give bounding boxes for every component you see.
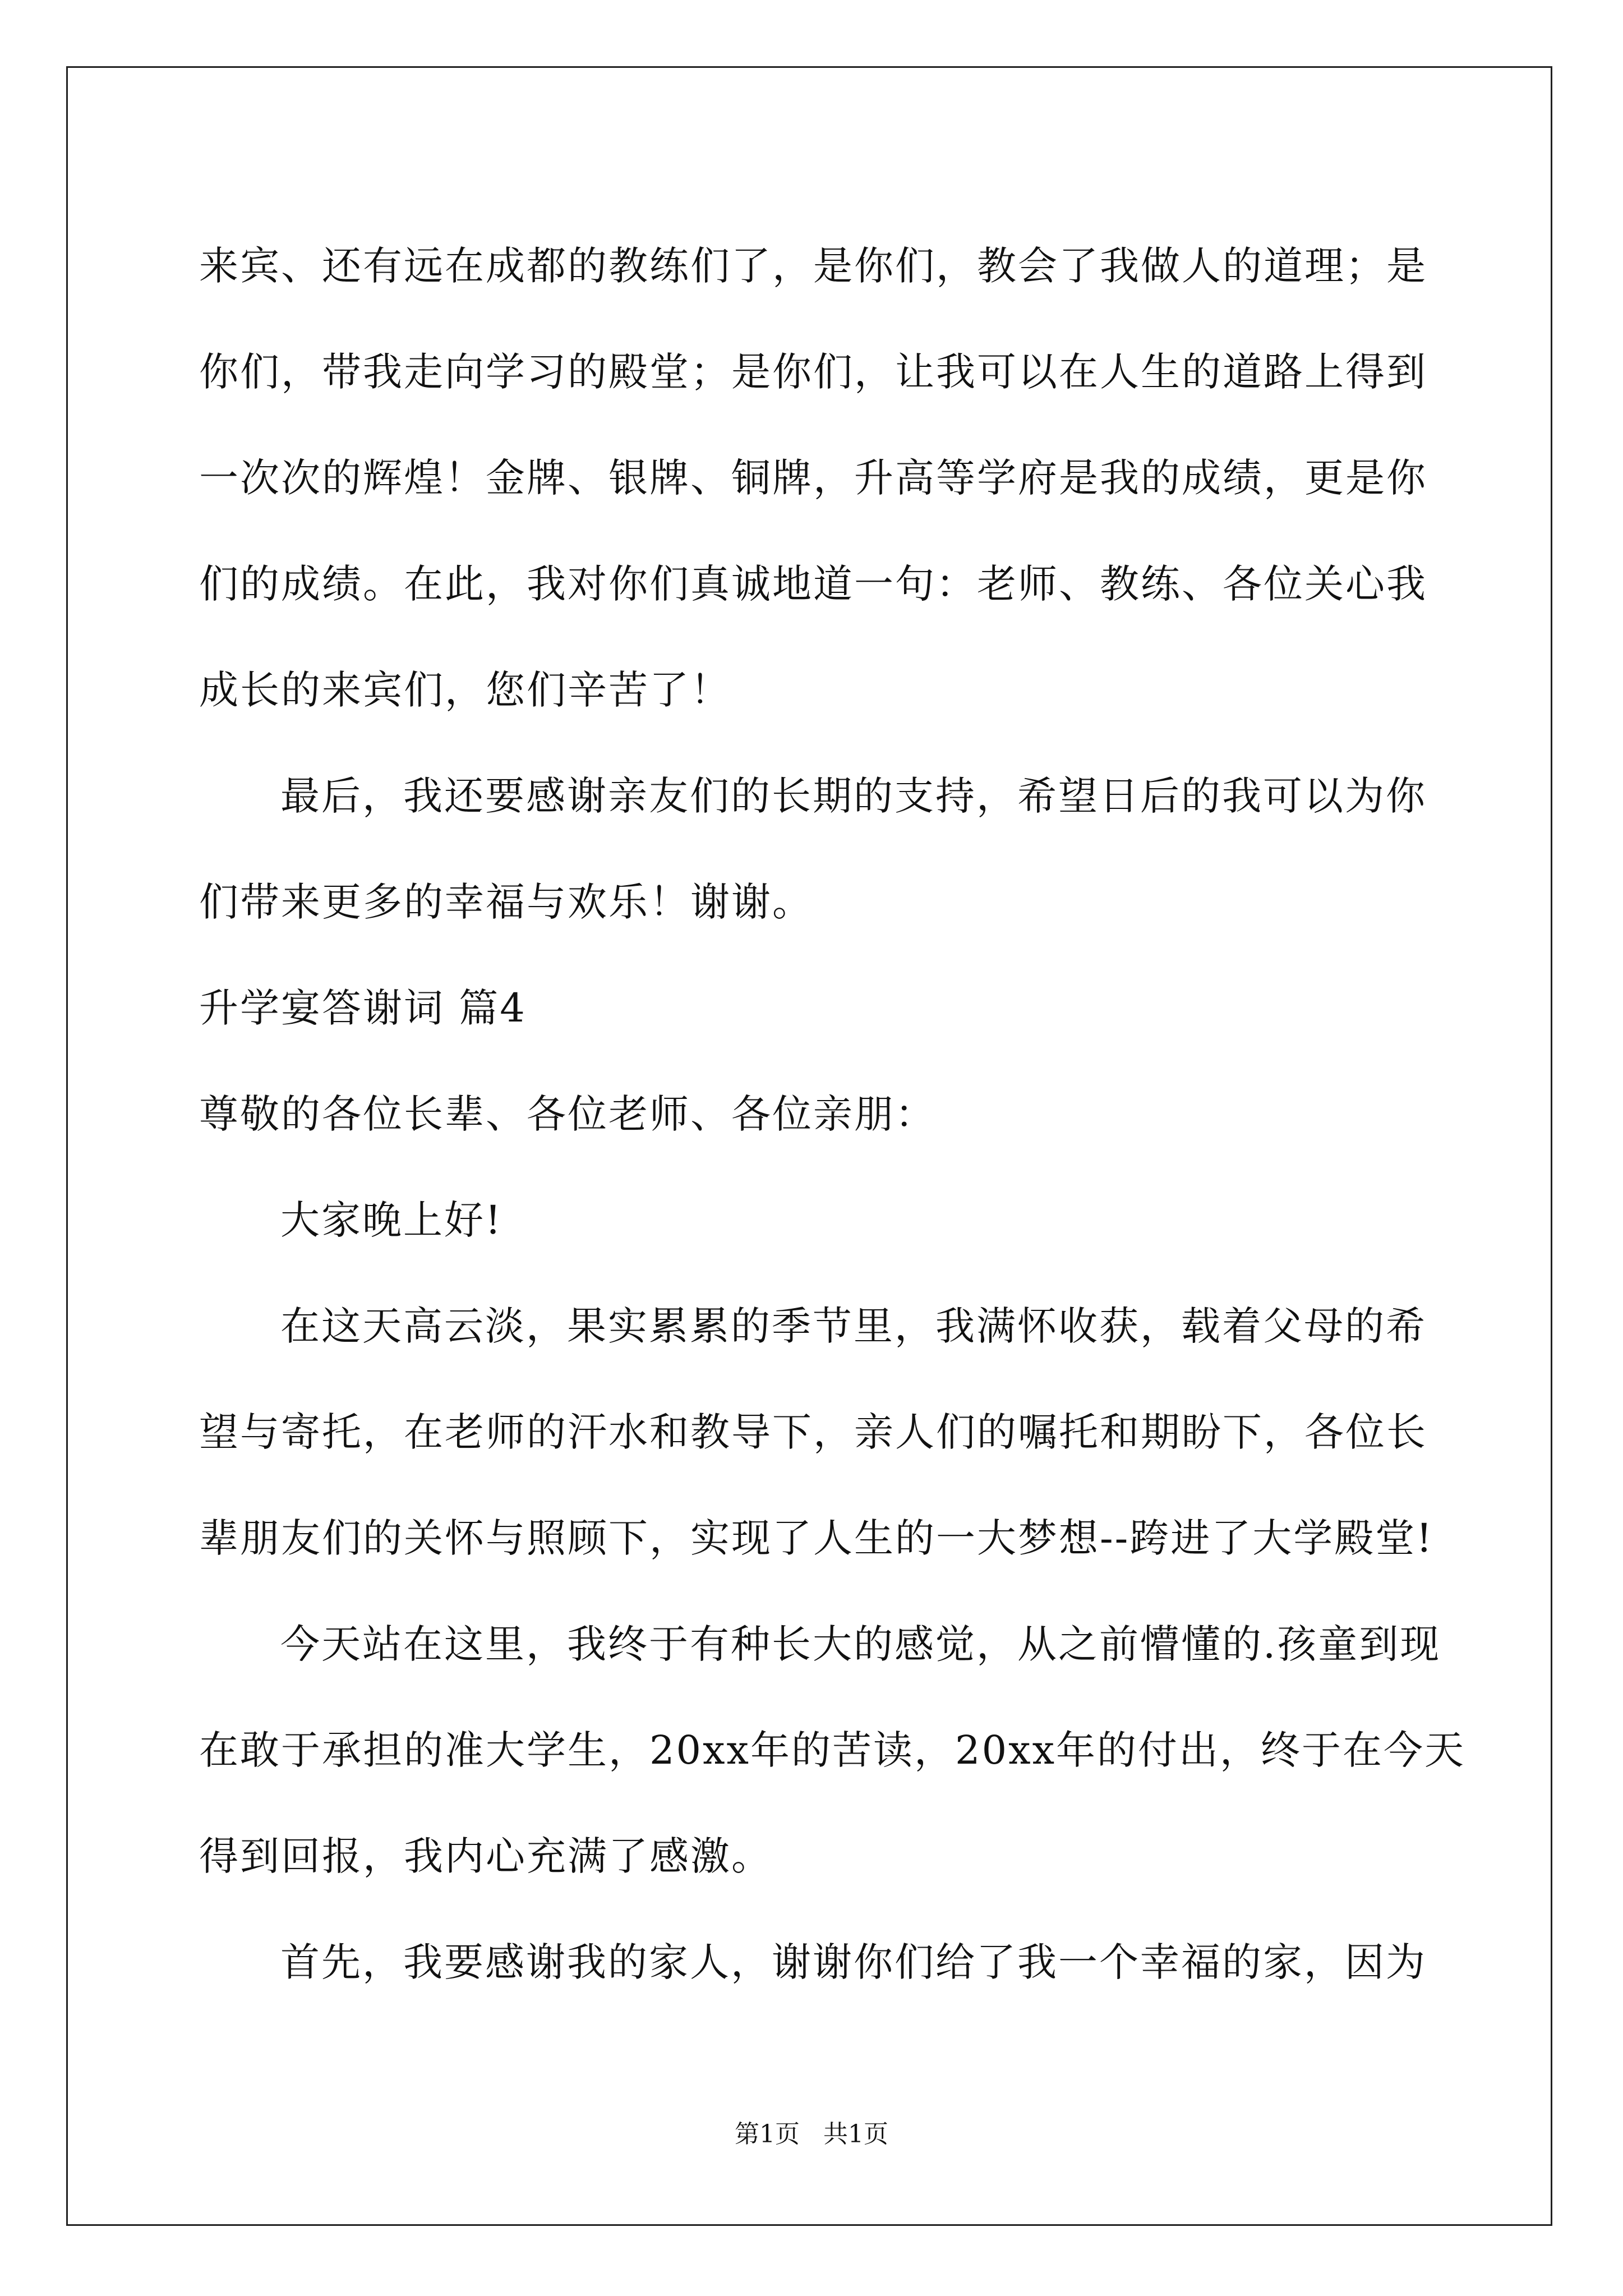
text-line: 辈朋友们的关怀与照顾下，实现了人生的一大梦想--跨进了大学殿堂! (199, 1515, 1434, 1561)
text-line: 尊敬的各位长辈、各位老师、各位亲朋： (199, 1091, 936, 1137)
document-body (199, 213, 1466, 2016)
text-line: 们带来更多的幸福与欢乐！谢谢。 (199, 879, 813, 925)
text-line: 你们，带我走向学习的殿堂；是你们，让我可以在人生的道路上得到 (199, 349, 1427, 395)
text-line: 来宾、还有远在成都的教练们了，是你们，教会了我做人的道理；是 (199, 243, 1427, 289)
text-line: 成长的来宾们，您们辛苦了！ (199, 667, 731, 713)
text-line: 得到回报，我内心充满了感激。 (199, 1833, 772, 1879)
paragraph-first-line: 今天站在这里，我终于有种长大的感觉，从之前懵懂的.孩童到现 (280, 1621, 1441, 1667)
text-line: 在敢于承担的准大学生，20xx年的苦读，20xx年的付出，终于在今天 (199, 1727, 1466, 1773)
paragraph-first-line: 最后，我还要感谢亲友们的长期的支持，希望日后的我可以为你 (280, 773, 1427, 819)
paragraph-first-line: 大家晚上好! (280, 1197, 503, 1243)
text-line: 望与寄托，在老师的汗水和教导下，亲人们的嘱托和期盼下，各位长 (199, 1409, 1427, 1455)
page-footer: 第1页 共1页 (735, 2120, 888, 2148)
paragraph-first-line: 在这天高云淡，果实累累的季节里，我满怀收获，载着父母的希 (280, 1303, 1427, 1349)
text-line: 一次次的辉煌！金牌、银牌、铜牌，升高等学府是我的成绩，更是你 (199, 455, 1427, 501)
text-line: 升学宴答谢词 篇4 (199, 985, 527, 1031)
text-line: 们的成绩。在此，我对你们真诚地道一句：老师、教练、各位关心我 (199, 561, 1427, 607)
paragraph-first-line: 首先，我要感谢我的家人，谢谢你们给了我一个幸福的家，因为 (280, 1939, 1427, 1985)
